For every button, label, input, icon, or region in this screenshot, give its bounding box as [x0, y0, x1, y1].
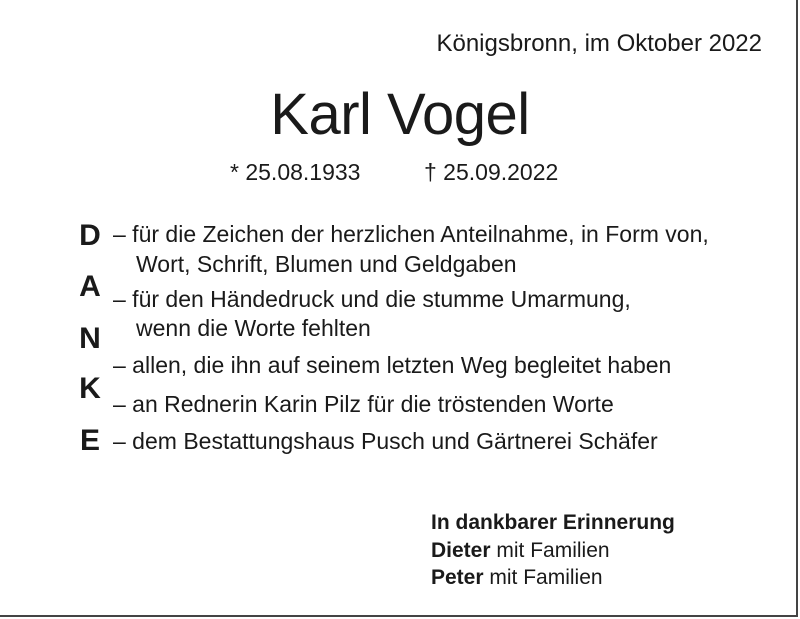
- danke-letter-n: N: [79, 322, 101, 355]
- deceased-name: Karl Vogel: [270, 82, 530, 147]
- death-date: † 25.09.2022: [424, 159, 559, 185]
- danke-letter-d: D: [79, 219, 101, 252]
- signature-heading: [431, 511, 675, 535]
- signature-person: [431, 566, 603, 590]
- signature-person-suffix: mit Familien: [483, 566, 603, 589]
- signature-heading-text: In dankbarer Erinnerung: [431, 511, 675, 534]
- signature-person-name: Peter: [431, 566, 484, 589]
- location-date: Königsbronn, im Oktober 2022: [436, 30, 762, 57]
- thanks-line-continuation: wenn die Worte fehlten: [136, 315, 371, 341]
- danke-letter-e: E: [79, 424, 100, 457]
- birth-date: * 25.08.1933: [230, 159, 361, 185]
- thanks-line: – für die Zeichen der herzlichen Anteilnahme, in Form von,: [113, 221, 709, 247]
- thanks-line: – an Rednerin Karin Pilz für die tröstenden Worte: [113, 391, 614, 417]
- danke-letter-k: K: [79, 372, 101, 405]
- thanks-line: – allen, die ihn auf seinem letzten Weg begleitet haben: [113, 352, 672, 378]
- signature-person-name: Dieter: [431, 539, 491, 562]
- signature-person-suffix: mit Familien: [490, 539, 610, 562]
- thanks-line-continuation: Wort, Schrift, Blumen und Geldgaben: [136, 251, 517, 277]
- signature-person: [431, 539, 610, 563]
- danke-letter-a: A: [79, 270, 101, 303]
- thanks-line: – für den Händedruck und die stumme Umarmung,: [113, 286, 631, 312]
- thanks-line: – dem Bestattungshaus Pusch und Gärtnerei Schäfer: [113, 428, 658, 454]
